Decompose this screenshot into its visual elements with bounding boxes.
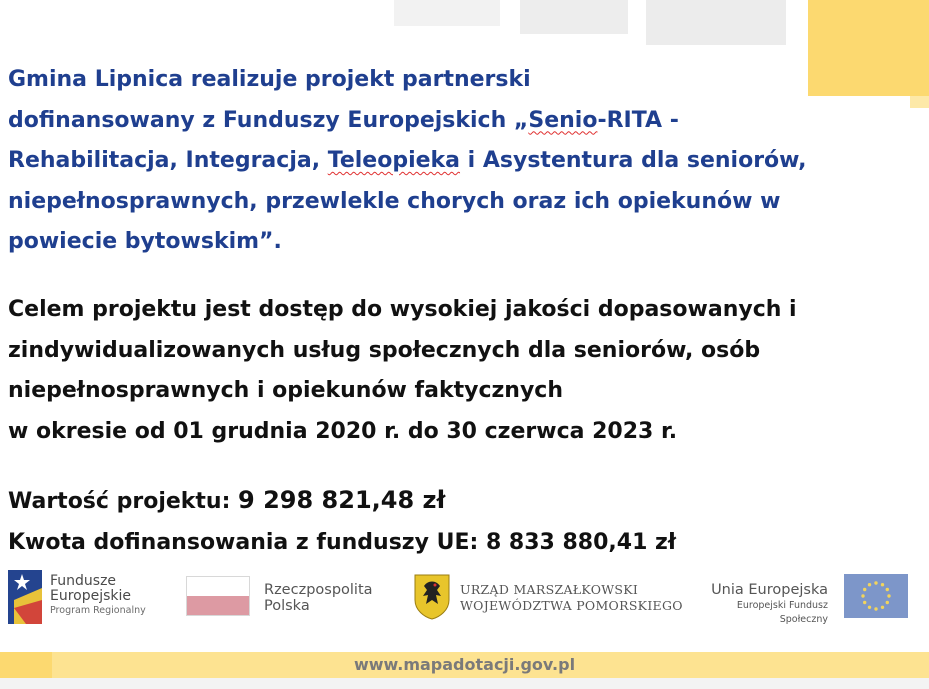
footer-url-link[interactable]: www.mapadotacji.gov.pl — [353, 655, 576, 674]
spellcheck-word: Senio — [528, 107, 598, 133]
fe-line: Europejskie — [50, 588, 132, 604]
spellcheck-word: Teleopieka — [327, 148, 461, 173]
project-value-block — [8, 480, 676, 563]
logo-strip — [0, 568, 929, 628]
intro-line: Gmina Lipnica realizuje projekt partnerski — [8, 67, 531, 92]
top-decor-stripe — [646, 0, 786, 45]
goal-line: niepełnosprawnych i opiekunów faktycznych — [8, 378, 563, 403]
project-value — [8, 480, 676, 523]
intro-text: dofinansowany z Funduszy Europejskich „ — [8, 107, 529, 133]
goal-line: zindywidualizowanych usług społecznych dla seniorów, osób — [8, 337, 761, 363]
um-line: URZĄD MARSZAŁKOWSKI — [460, 582, 639, 597]
rzeczpospolita-label — [264, 582, 373, 614]
fundusze-europejskie-icon — [8, 570, 48, 624]
intro-text: -RITA - — [597, 107, 679, 133]
bottom-strip — [0, 678, 929, 689]
intro-line: niepełnosprawnych, przewlekle chorych oraz ich opiekunów w — [8, 188, 781, 214]
unia-europejska-label — [690, 581, 828, 627]
fe-line: Program Regionalny — [50, 605, 146, 616]
ue-line: Unia Europejska — [711, 582, 828, 598]
intro-text: Rehabilitacja, Integracja, — [8, 148, 328, 173]
pomorskie-crest-icon — [414, 574, 450, 620]
rp-line: Rzeczpospolita — [264, 582, 373, 598]
fundusze-europejskie-label — [50, 574, 146, 618]
intro-line: powiecie bytowskim”. — [8, 229, 282, 254]
intro-paragraph — [8, 60, 908, 263]
top-decor-stripe — [520, 0, 628, 34]
urzad-marszalkowski-label — [460, 582, 683, 614]
um-line: WOJEWÓDZTWA POMORSKIEGO — [460, 598, 683, 613]
goal-line: Celem projektu jest dostęp do wysokiej jakości dopasowanych i — [8, 297, 797, 322]
top-decor-stripe — [394, 0, 500, 26]
ue-line: Europejski Fundusz Społeczny — [736, 600, 828, 625]
funding-amount: Kwota dofinansowania z funduszy UE: 8 833 880,41 zł — [8, 529, 677, 555]
project-value-label: Wartość projektu: — [8, 489, 239, 514]
rp-line: Polska — [264, 598, 310, 614]
top-decor-yellow-block — [910, 96, 929, 108]
project-value-amount: 9 298 821,48 zł — [238, 486, 446, 514]
goal-line: w okresie od 01 grudnia 2020 r. do 30 czerwca 2023 r. — [8, 418, 678, 444]
intro-line — [8, 141, 908, 182]
intro-text: i Asystentura dla seniorów, — [460, 148, 807, 173]
eu-flag-icon — [844, 574, 908, 618]
poland-flag-icon — [186, 576, 250, 616]
fe-line: Fundusze — [50, 573, 117, 589]
intro-line — [8, 101, 908, 142]
goal-paragraph — [8, 290, 797, 452]
